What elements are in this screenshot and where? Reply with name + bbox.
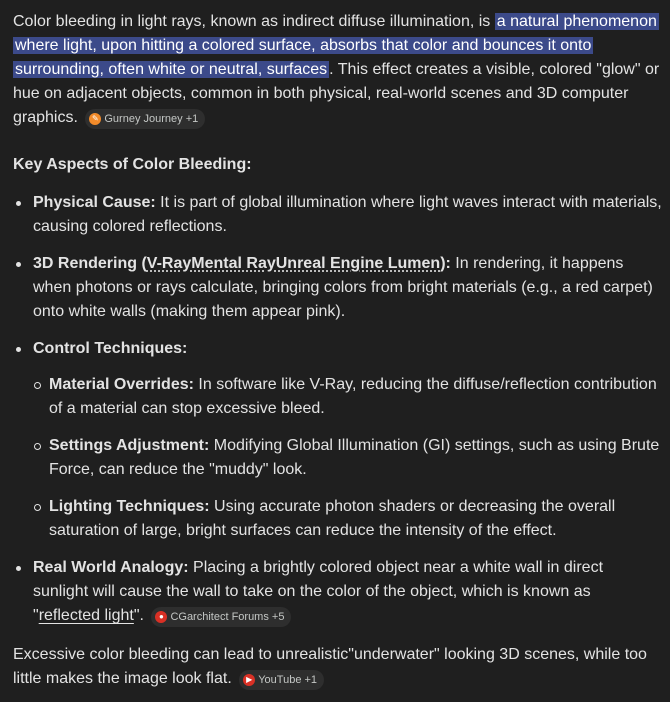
sub-item-material-overrides bbox=[33, 373, 662, 421]
aspects-list bbox=[13, 191, 662, 628]
sub-item-title: Material Overrides: bbox=[49, 376, 194, 393]
sub-item-title: Lighting Techniques: bbox=[49, 498, 210, 515]
list-item-physical-cause bbox=[13, 191, 662, 239]
bullet-title bbox=[33, 255, 451, 272]
source-chip-youtube[interactable] bbox=[239, 670, 324, 690]
highlighted-text[interactable]: a natural phenomenon where light, upon hitting a colored surface, absorbs that color and bounces it onto surrounding, often white or neutral, surfaces bbox=[15, 13, 657, 78]
bullet-title: Real World Analogy: bbox=[33, 559, 189, 576]
sub-item-title: Settings Adjustment: bbox=[49, 437, 210, 454]
intro-text-end: . This effect creates a visible, colored "glow" or hue on adjacent objects, common in both physical, real-world scenes and 3D computer graphics. bbox=[13, 61, 660, 126]
source-chip-label: YouTube +1 bbox=[258, 674, 318, 686]
youtube-icon: ▶ bbox=[243, 674, 255, 686]
source-favicon-icon: ● bbox=[155, 611, 167, 623]
bullet-title-suffix: ): bbox=[440, 255, 451, 272]
list-item-3d-rendering bbox=[13, 252, 662, 324]
sub-item-text: Using accurate photon shaders or decreasing the overall saturation of large, bright surfaces can reduce the intensity of the effect. bbox=[49, 498, 616, 539]
source-chip-label: Gurney Journey +1 bbox=[104, 113, 199, 125]
intro-paragraph bbox=[13, 10, 662, 130]
renderer-link[interactable]: V-RayMental RayUnreal Engine Lumen bbox=[146, 255, 441, 272]
source-chip-label: CGarchitect Forums +5 bbox=[170, 611, 285, 623]
bullet-text-end: ". bbox=[133, 607, 144, 624]
bullet-title: Physical Cause: bbox=[33, 194, 156, 211]
reflected-light-link[interactable]: reflected light bbox=[38, 607, 134, 624]
control-techniques-sublist bbox=[33, 373, 662, 543]
bullet-text: In rendering, it happens when photons or rays calculate, bringing colors from bright materials (e.g., a red carpet) onto white walls (making them appear pink). bbox=[33, 255, 653, 320]
bullet-text: Placing a brightly colored object near a white wall in direct sunlight will cause the wall to take on the color of the object, which is known as " bbox=[33, 559, 604, 624]
sub-item-settings-adjustment bbox=[33, 434, 662, 482]
bullet-title: Control Techniques: bbox=[33, 340, 188, 357]
section-heading: Key Aspects of Color Bleeding: bbox=[13, 156, 252, 173]
outro-paragraph bbox=[13, 643, 662, 691]
sub-item-lighting-techniques bbox=[33, 495, 662, 543]
sub-item-text: In software like V-Ray, reducing the diffuse/reflection contribution of a material can stop excessive bleed. bbox=[49, 376, 657, 417]
source-favicon-icon: ✎ bbox=[89, 113, 101, 125]
bullet-text: It is part of global illumination where light waves interact with materials, causing colored reflections. bbox=[33, 194, 662, 235]
bullet-title-prefix: 3D Rendering ( bbox=[33, 255, 147, 272]
list-item-control-techniques bbox=[13, 337, 662, 543]
sub-item-text: Modifying Global Illumination (GI) settings, such as using Brute Force, can reduce the "muddy" look. bbox=[49, 437, 660, 478]
source-chip-gurney[interactable] bbox=[85, 109, 205, 129]
outro-text: Excessive color bleeding can lead to unrealistic"underwater" looking 3D scenes, while too little makes the image look flat. bbox=[13, 646, 647, 687]
source-chip-cgarchitect[interactable] bbox=[151, 607, 291, 627]
intro-text-start: Color bleeding in light rays, known as indirect diffuse illumination, is bbox=[13, 13, 495, 30]
list-item-real-world-analogy bbox=[13, 556, 662, 628]
